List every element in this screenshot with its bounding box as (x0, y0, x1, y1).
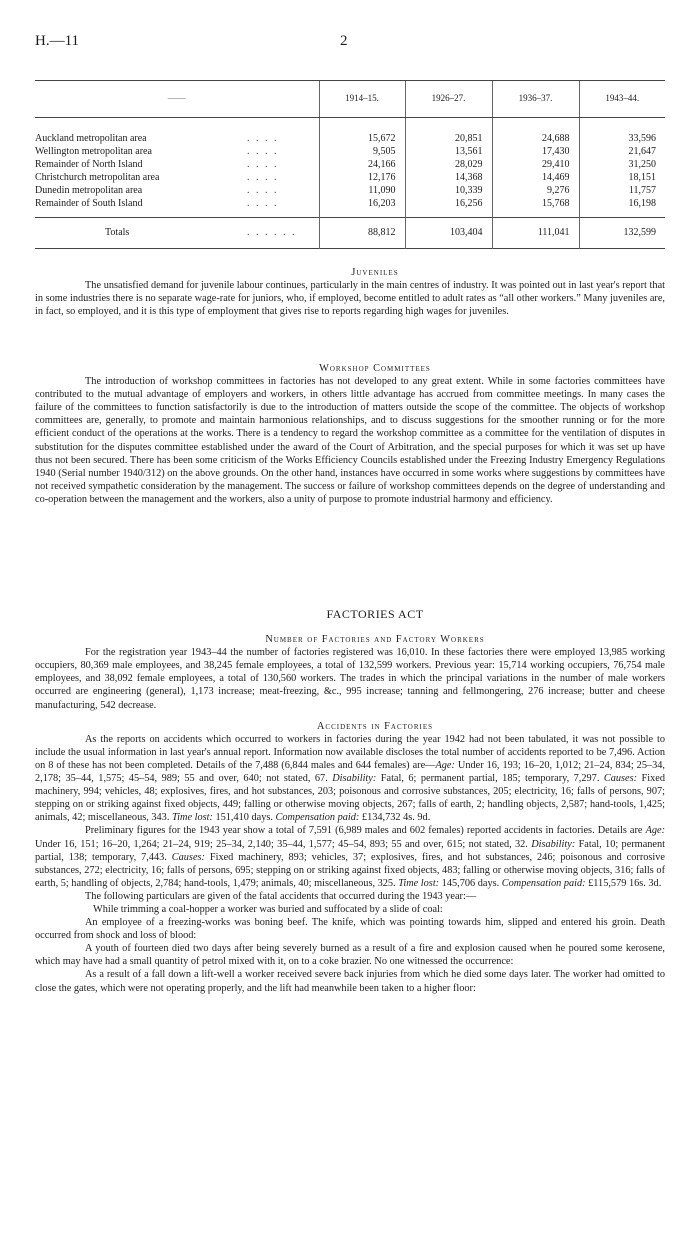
table-spacer (35, 118, 665, 133)
text-run: Under 16, 193; 16–20, 1,012; 21–24, 834; 25–34, 2,178; 35–44, 1,575; 45–54, 989; 55 and over, 640; not stated, 67. (35, 759, 665, 785)
cell-value: 14,368 (405, 171, 492, 184)
cell-value: 29,410 (492, 158, 579, 171)
column-header: 1914–15. (319, 81, 405, 118)
row-leader: . . . . (247, 185, 279, 197)
row-label: Christchurch metropolitan area (35, 172, 160, 184)
page-number: 2 (340, 33, 348, 49)
cell-value: 9,505 (319, 145, 405, 158)
table-row (35, 158, 665, 171)
section-heading: Workshop Committees (319, 363, 431, 374)
text-run: £115,579 16s. 3d. (585, 877, 662, 889)
row-leader: . . . . (247, 159, 279, 171)
row-label: Auckland metropolitan area (35, 133, 147, 144)
table-row (35, 171, 665, 184)
label-compensation: Compensation paid: (275, 812, 360, 824)
label-compensation: Compensation paid: (501, 877, 586, 889)
juveniles-paragraph: The unsatisfied demand for juvenile labour continues, particularly in the main centres of industry. It was pointed out in last year's report that in some industries there is no separate wage-rate for juniors, who, if employed, become entitled to adult rates as “all other workers.” Many juveniles are, in fact, so employed, and it is this type of employment that gives rise to reports regarding high wages for juveniles. (35, 280, 665, 318)
totals-label: Totals (35, 217, 227, 248)
cell-value: 11,757 (579, 184, 665, 197)
text-run: Fatal, 6; permanent partial, 185; temporary, 7,297. (376, 773, 604, 785)
cell-value: 18,151 (579, 171, 665, 184)
row-leader: . . . . . . (227, 217, 319, 248)
factories-act-section (35, 608, 665, 995)
row-leader: . . . . (247, 198, 279, 210)
total-value: 103,404 (405, 217, 492, 248)
column-header: 1936–37. (492, 81, 579, 118)
table-end-rule (35, 248, 665, 251)
row-label: Remainder of North Island (35, 159, 143, 171)
accidents-1942-paragraph (35, 733, 665, 825)
table-row (35, 132, 665, 145)
factories-act-title: FACTORIES ACT (326, 607, 424, 621)
total-value: 132,599 (579, 217, 665, 248)
fatal-accident-item: As a result of a fall down a lift-well a worker received severe back injuries from which he died some days later. The worker had omitted to close the gates, which were not operating properly, and the lift had meanwhile been taken to a higher floor: (35, 969, 665, 994)
column-header: 1926–27. (405, 81, 492, 118)
cell-value: 13,561 (405, 145, 492, 158)
cell-value: 16,203 (319, 197, 405, 210)
text-run: As the reports on accidents which occurred to workers in factories during the year 1942 had not been tabulated, it was not possible to include the usual information in last year's annual report. Information now available discloses the total number of accidents reported to be 7,496. Action on 8 of these has not been completed. Details of the 7,488 (6,844 males and 644 females) are— (35, 733, 665, 771)
text-run: Fixed machinery, 893; vehicles, 37; explosives, fires, and hot substances, 246; poisonous and corrosive substances, 272; electricity, 16; falls of persons, 695; stepping on or striking against fixed objects, 483; falling or otherwise moving objects, 316; falls of earth, 5; handling of objects, 2,784; hand-tools, 1,479; animals, 40; miscellaneous, 325. (35, 851, 665, 889)
label-time-lost: Time lost: (398, 877, 440, 889)
text-run: £134,732 4s. 9d. (359, 812, 431, 824)
fatal-accidents-intro: The following particulars are given of the fatal accidents that occurred during the 1943 year:— (85, 890, 477, 902)
cell-value: 24,166 (319, 158, 405, 171)
total-value: 111,041 (492, 217, 579, 248)
total-value: 88,812 (319, 217, 405, 248)
text-run: Preliminary figures for the 1943 year show a total of 7,591 (6,989 males and 602 females) reported accidents in factories. Details are (85, 825, 646, 837)
row-leader: . . . . (247, 146, 279, 158)
text-run: Under 16, 151; 16–20, 1,264; 21–24, 919; 25–34, 2,140; 35–44, 1,577; 45–54, 893; 55 and over, 615; not stated, 32. (35, 838, 532, 850)
text-run: Fixed machinery, 994; vehicles, 48; explosives, fires, and hot substances, 203; poisonous and corrosive substances, 205; electricity, 16; falls of persons, 907; stepping on or striking against fixed objects, 449; falling or otherwise moving objects, 267; falls of earth, 2; handling objects, 2,587; hand-tools, 1,425; animals, 42; miscellaneous, 343. (35, 773, 665, 824)
fatal-accident-item: An employee of a freezing-works was boning beef. The knife, which was pointing towards him, slipped and entered his groin. Death occurred from shock and loss of blood: (35, 917, 665, 942)
cell-value: 24,688 (492, 132, 579, 145)
label-age: Age: (645, 825, 665, 837)
cell-value: 21,647 (579, 145, 665, 158)
juveniles-section (35, 266, 665, 318)
row-label: Remainder of South Island (35, 198, 143, 210)
workshop-paragraph: The introduction of workshop committees in factories has not developed to any great extent. While in some factories committees have contributed to the mutual advantage of employers and workers, in others little advantage has accrued from committee meetings. In many cases the failure of the committees to function satisfactorily is due to the introduction of matters outside the scope of the committee. The objects of workshop committees are, generally, to promote and maintain harmonious relationships, and to discuss suggestions for the smoother running or for the more efficient conduct of the operations at the works. There is a tendency to regard the workshop committee as a committee for the ventilation of disputes in substitution for the disputes committee established under the award of the Court of Arbitration, and the special purposes for which it was set up have thus not been secured. There has been some criticism of the Works Efficiency Councils established under the Freezing Industry Emergency Regulations 1940 (Serial number 1940/312) on the above grounds. On the other hand, instances have occurred in some works where suggestions by committees have not received sympathetic consideration by the management. The success or failure of workshop committees depends on the degree of understanding and co-operation between the management and the workers, also a unity of purpose to promote industrial harmony and efficiency. (35, 376, 665, 505)
cell-value: 10,339 (405, 184, 492, 197)
fatal-accident-item: While trimming a coal-hopper a worker was buried and suffocated by a slide of coal: (93, 903, 443, 915)
totals-row (35, 217, 665, 248)
row-leader: . . . . (247, 133, 279, 144)
cell-value: 16,256 (405, 197, 492, 210)
table-row (35, 197, 665, 210)
label-causes: Causes: (171, 851, 205, 863)
fatal-accident-item: A youth of fourteen died two days after being severely burned as a result of a fire and explosion caused when he poured some kerosene, which may have had a small quantity of petrol mixed with it, on to a coke brazier. No one witnessed the occurrence: (35, 943, 665, 968)
label-disability: Disability: (332, 773, 377, 785)
text-run: Fatal, 10; permanent partial, 138; temporary, 7,443. (35, 838, 665, 863)
row-label: Wellington metropolitan area (35, 146, 152, 158)
label-time-lost: Time lost: (171, 812, 213, 824)
cell-value: 12,176 (319, 171, 405, 184)
cell-value: 15,672 (319, 132, 405, 145)
section-heading: Accidents in Factories (316, 720, 434, 732)
workshop-committees-section (35, 362, 665, 506)
table-row (35, 145, 665, 158)
section-heading: Juveniles (351, 267, 399, 278)
column-header: 1943–44. (579, 81, 665, 118)
page-header (35, 35, 665, 55)
section-heading: Number of Factories and Factory Workers (265, 634, 485, 646)
cell-value: 9,276 (492, 184, 579, 197)
label-causes: Causes: (603, 773, 638, 785)
table-header-row (35, 81, 665, 118)
table-row (35, 184, 665, 197)
cell-value: 31,250 (579, 158, 665, 171)
workers-by-area-table (35, 80, 665, 251)
text-run: 151,410 days. (212, 812, 276, 824)
label-age: Age: (435, 759, 455, 771)
table-header-blank: —— (35, 81, 319, 118)
cell-value: 33,596 (579, 132, 665, 145)
report-code: H.—11 (35, 33, 80, 49)
cell-value: 11,090 (319, 184, 405, 197)
cell-value: 15,768 (492, 197, 579, 210)
text-run: 145,706 days. (439, 877, 502, 889)
cell-value: 14,469 (492, 171, 579, 184)
row-leader: . . . . (247, 172, 279, 184)
row-label: Dunedin metropolitan area (35, 185, 143, 197)
cell-value: 28,029 (405, 158, 492, 171)
cell-value: 20,851 (405, 132, 492, 145)
number-of-factories-paragraph: For the registration year 1943–44 the number of factories registered was 16,010. In these factories there were employed 13,985 working occupiers, 80,369 male employees, and 38,245 female employees, a total of 132,599 workers. Previous year: 15,714 working occupiers, 76,754 male employees, and 38,092 female employees, a total of 130,560 workers. The trades in which the principal variations in the number of male workers occurred are engineering (general), 1,173 increase; meat-freezing, &c., 995 increase; tanning and fellmongering, 276 increase; butter and cheese manufacturing, 542 decrease. (35, 647, 665, 711)
cell-value: 17,430 (492, 145, 579, 158)
accidents-1943-paragraph (35, 824, 665, 889)
cell-value: 16,198 (579, 197, 665, 210)
label-disability: Disability: (531, 838, 576, 850)
